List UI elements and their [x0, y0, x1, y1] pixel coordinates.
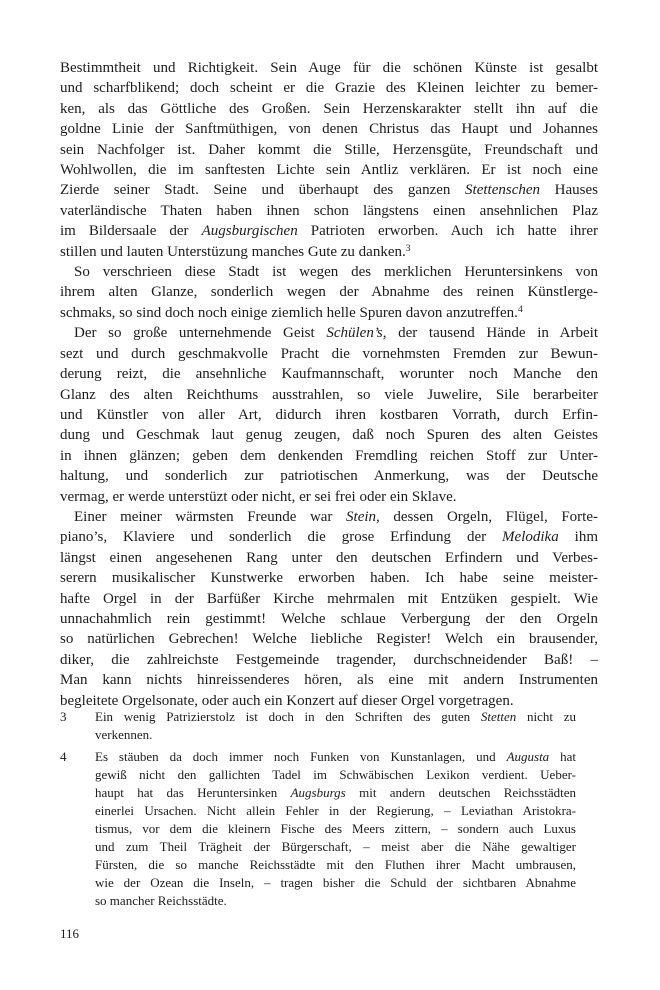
text-line: [60, 303, 598, 323]
text-run: wie der Ozean die Inseln, – tragen bisher die Schuld der sichtbaren Abnahme: [95, 875, 576, 890]
text-run: unnachahmlich rein gestimmt! Welche schlaue Verbergung der den Orgeln: [60, 610, 598, 627]
text-run: Zierde seiner Stadt. Seine und überhaupt des ganzen: [60, 182, 466, 199]
paragraph: [60, 262, 598, 323]
text-line: [60, 242, 598, 262]
text-line: [60, 160, 598, 180]
text-run: Augsburgs: [290, 785, 346, 800]
text-line: [60, 140, 598, 160]
text-run: gewiß nicht den gallichten Tadel im Schwäbischen Lexikon verdient. Ueber-: [95, 767, 576, 782]
text-line: [95, 766, 576, 784]
text-run: begleitete Orgelsonate, oder auch ein Konzert auf dieser Orgel vorgetragen.: [60, 692, 514, 709]
text-run: piano’s, Klaviere und sonderlich die grose Erfindung der: [60, 529, 503, 546]
text-line: [60, 568, 598, 588]
text-run: Es stäuben da doch immer noch Funken von Kunstanlagen, und: [95, 749, 507, 764]
text-line: [60, 609, 598, 629]
text-run: haltung, und sonderlich zur patriotischen Anmerkung, was der Deutsche: [60, 468, 598, 485]
text-run: einerlei Ursachen. Nicht allein Fehler in der Regierung, – Leviathan Aristokra-: [95, 803, 576, 818]
text-run: hat: [549, 749, 577, 764]
text-line: [95, 892, 576, 910]
text-run: schmaks, so sind doch noch einige ziemlich helle Spuren davon anzutreffen.: [60, 304, 518, 321]
text-run: Augsburgischen: [201, 223, 298, 240]
footnote: [60, 708, 576, 744]
text-run: Glanz des alten Reichthums ausstrahlen, so viele Juwelire, Sile berarbeiter: [60, 386, 598, 403]
text-line: [60, 344, 598, 364]
text-line: [60, 650, 598, 670]
text-line: [60, 466, 598, 486]
text-run: so mancher Reichsstädte.: [95, 893, 227, 908]
text-line: [60, 364, 598, 384]
text-line: [60, 201, 598, 221]
text-run: mit andern deutschen Reichsstädten: [345, 785, 577, 800]
text-line: [60, 119, 598, 139]
text-line: [60, 507, 598, 527]
text-run: So verschrieen diese Stadt ist wegen des merklichen Heruntersinkens von: [74, 264, 598, 281]
paragraph: [60, 323, 598, 507]
footnotes: [60, 708, 576, 910]
text-run: im Bildersaale der: [60, 223, 202, 240]
text-run: tismus, vor dem die kleinern Fische des Meers zittern, – sondern auch Luxus: [95, 821, 576, 836]
text-run: verkennen.: [95, 727, 153, 742]
text-run: Stetten: [480, 709, 517, 724]
text-run: und scharfblikend; doch scheint er die Grazie des Kleinen leichter zu bemer-: [60, 80, 598, 97]
text-run: haupt hat das Heruntersinken: [95, 785, 291, 800]
text-run: in ihnen glänzen; geben dem denkenden Fremdling reichen Stoff zur Unter-: [60, 447, 598, 464]
text-run: serern musikalischer Kunstwerke erworben haben. Ich habe seine meister-: [60, 570, 598, 587]
text-run: längst einen angesehenen Rang unter den deutschen Erfindern und Verbes-: [60, 549, 598, 566]
text-line: [60, 487, 598, 507]
text-line: [60, 58, 598, 78]
footnote-marker: 4: [60, 749, 67, 764]
text-line: [60, 221, 598, 241]
text-line: [60, 548, 598, 568]
text-line: [95, 874, 576, 892]
paragraph: [60, 507, 598, 711]
text-line: [60, 629, 598, 649]
text-run: nicht zu: [516, 709, 576, 724]
text-run: Wohlwollen, die im sanftesten Lichte sein Antliz verklären. Er ist noch eine: [60, 162, 598, 179]
text-line: [60, 670, 598, 690]
text-run: ihm: [558, 529, 598, 546]
text-run: der tausend Hände in Arbeit: [386, 325, 599, 342]
text-line: [60, 262, 598, 282]
text-run: Stein,: [346, 508, 380, 525]
footnote-ref: 4: [517, 304, 523, 315]
text-line: [95, 708, 576, 726]
text-line: [95, 726, 576, 744]
text-line: [95, 748, 576, 766]
main-text: [60, 58, 598, 711]
text-line: [95, 802, 576, 820]
text-line: [60, 589, 598, 609]
text-line: [60, 425, 598, 445]
text-line: [60, 385, 598, 405]
text-run: goldne Linie der Sanftmüthigen, von denen Christus das Haupt und Johannes: [60, 121, 598, 138]
text-run: dung und Geschmak laut genug zeugen, daß noch Spuren des alten Geistes: [60, 427, 598, 444]
text-run: Man kann nichts hinreissenderes hören, als eine mit andern Instrumenten: [60, 672, 598, 689]
text-run: ihrem alten Glanze, sonderlich wegen der Abnahme des reinen Künstlerge-: [60, 284, 598, 301]
text-run: Einer meiner wärmsten Freunde war: [74, 508, 347, 525]
text-run: Schülen’s,: [326, 325, 387, 342]
text-run: Augusta: [506, 749, 550, 764]
text-line: [95, 838, 576, 856]
text-run: Der so große unternehmende Geist: [74, 325, 327, 342]
paragraph: [60, 58, 598, 262]
text-run: ken, als das Göttliche des Großen. Sein Herzenskarakter stellt ihn auf die: [60, 100, 598, 117]
text-line: [60, 99, 598, 119]
text-run: so natürlichen Gebrechen! Welche liebliche Register! Welch ein brausender,: [60, 631, 598, 648]
text-line: [60, 180, 598, 200]
text-line: [60, 527, 598, 547]
text-run: dessen Orgeln, Flügel, Forte-: [379, 508, 598, 525]
text-run: derung reizt, die ansehnliche Kaufmannschaft, worunter noch Manche den: [60, 366, 598, 383]
text-run: hafte Orgel in der Barfüßer Kirche mehrmalen mit Entzüken gespielt. Wie: [60, 590, 598, 607]
text-run: Bestimmtheit und Richtigkeit. Sein Auge für die schönen Künste ist gesalbt: [60, 60, 598, 76]
text-run: Fürsten, die so manche Reichsstädte mit den Fluthen ihrer Macht umbrausen,: [95, 857, 576, 872]
text-line: [95, 856, 576, 874]
footnote-marker: 3: [60, 709, 67, 724]
text-line: [95, 820, 576, 838]
text-line: [95, 784, 576, 802]
text-run: vaterländische Thaten haben ihnen schon längstens einen ansehnlichen Plaz: [60, 202, 598, 219]
text-line: [60, 323, 598, 343]
text-run: Melodika: [502, 529, 559, 546]
text-line: [60, 446, 598, 466]
text-run: diker, die zahlreichste Festgemeinde tragender, durchschneidender Baß! –: [60, 651, 598, 668]
text-line: [60, 405, 598, 425]
text-line: [60, 282, 598, 302]
text-run: Hauses: [540, 182, 599, 199]
text-run: sezt und durch geschmakvolle Pracht die vornehmsten Fremden zur Bewun-: [60, 345, 598, 362]
text-run: und Künstler von aller Art, didurch ihren kostbaren Vorrath, durch Erfin-: [60, 406, 598, 423]
text-run: stillen und lauten Unterstüzung manches Gute zu danken.: [60, 243, 406, 260]
text-run: sein Nachfolger ist. Daher kommt die Stille, Herzensgüte, Freundschaft und: [60, 141, 598, 158]
text-run: Patrioten erworben. Auch ich hatte ihrer: [297, 223, 598, 240]
text-run: Ein wenig Patrizierstolz ist doch in den Schriften des guten: [95, 709, 481, 724]
text-run: Stettenschen: [465, 182, 541, 199]
text-run: vermag, er werde unterstüzt oder nicht, er sei frei oder ein Sklave.: [60, 488, 457, 505]
text-run: und zum Theil Trägheit der Bürgerschaft, – meist aber die Nähe gewaltiger: [95, 839, 576, 854]
page-number: 116: [60, 926, 80, 941]
text-line: [60, 78, 598, 98]
footnote-ref: 3: [405, 243, 411, 254]
footnote: [60, 748, 576, 910]
